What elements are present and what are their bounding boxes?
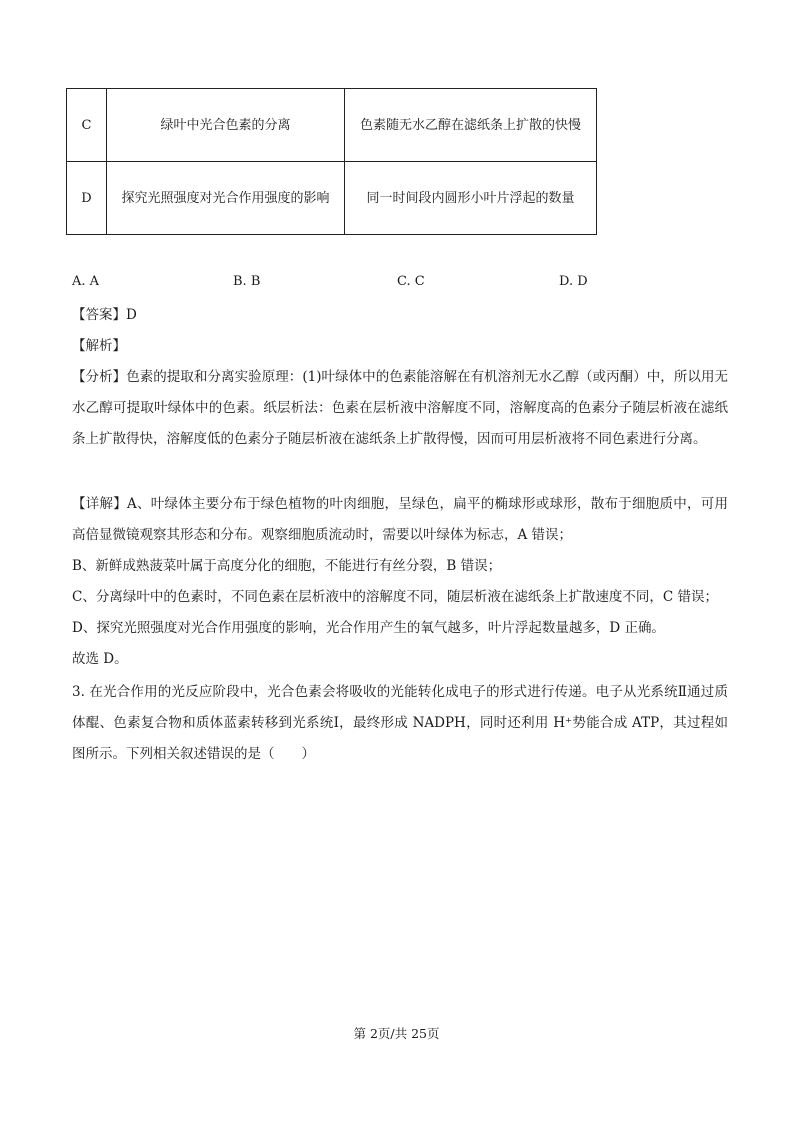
detail-line-d: D、探究光照强度对光合作用强度的影响，光合作用产生的氧气越多，叶片浮起数量越多，D 正确。: [72, 620, 665, 636]
choice-c: C. C: [397, 274, 425, 289]
answer-line: 【答案】D: [72, 307, 137, 323]
detail-line-b: B、新鲜成熟菠菜叶属于高度分化的细胞，不能进行有丝分裂，B 错误；: [72, 558, 502, 574]
page-footer: 第 2页/共 25页: [353, 1026, 440, 1041]
detail-line-c: C、分离绿叶中的色素时，不同色素在层析液中的溶解度不同，随层析液在滤纸条上扩散速度不同，C 错误；: [72, 589, 718, 605]
choice-d: D. D: [559, 274, 588, 289]
table-row: [67, 162, 597, 235]
choice-b: B. B: [233, 274, 261, 289]
analysis-paragraph: 【分析】色素的提取和分离实验原理：(1)叶绿体中的色素能溶解在有机溶剂无水乙醇（或丙酮）中，所以用无水乙醇可提取叶绿体中的色素。纸层析法：色素在层析液中溶解度不同，溶解度高的色素分子随层析液在滤纸条上扩散得快，溶解度低的色素分子随层析液在滤纸条上扩散得慢，因而可用层析液将不同色素进行分离。: [72, 369, 728, 447]
table-cell-option: C: [67, 89, 107, 162]
table-cell-observation: 同一时间段内圆形小叶片浮起的数量: [345, 162, 597, 235]
table-cell-observation: 色素随无水乙醇在滤纸条上扩散的快慢: [345, 89, 597, 162]
table-cell-experiment: 探究光照强度对光合作用强度的影响: [107, 162, 345, 235]
detail-paragraph: 【详解】A、叶绿体主要分布于绿色植物的叶肉细胞，呈绿色，扁平的椭球形或球形，散布于细胞质中，可用高倍显微镜观察其形态和分布。观察细胞质流动时，需要以叶绿体为标志，A 错误；: [72, 496, 728, 543]
analysis-title: 【解析】: [72, 338, 126, 354]
question-3: 3. 在光合作用的光反应阶段中，光合色素会将吸收的光能转化成电子的形式进行传递。电子从光系统Ⅱ通过质体醌、色素复合物和质体蓝素转移到光系统Ⅰ，最终形成 NADPH，同时还利用 H⁺势能合成 ATP，其过程如图所示。下列相关叙述错误的是（ ）: [72, 684, 728, 762]
choice-a: A. A: [72, 274, 100, 289]
answer-choices: [72, 274, 712, 296]
table-row: [67, 89, 597, 162]
options-table: [66, 88, 597, 235]
table-cell-experiment: 绿叶中光合色素的分离: [107, 89, 345, 162]
conclusion-line: 故选 D。: [72, 651, 128, 667]
table-cell-option: D: [67, 162, 107, 235]
